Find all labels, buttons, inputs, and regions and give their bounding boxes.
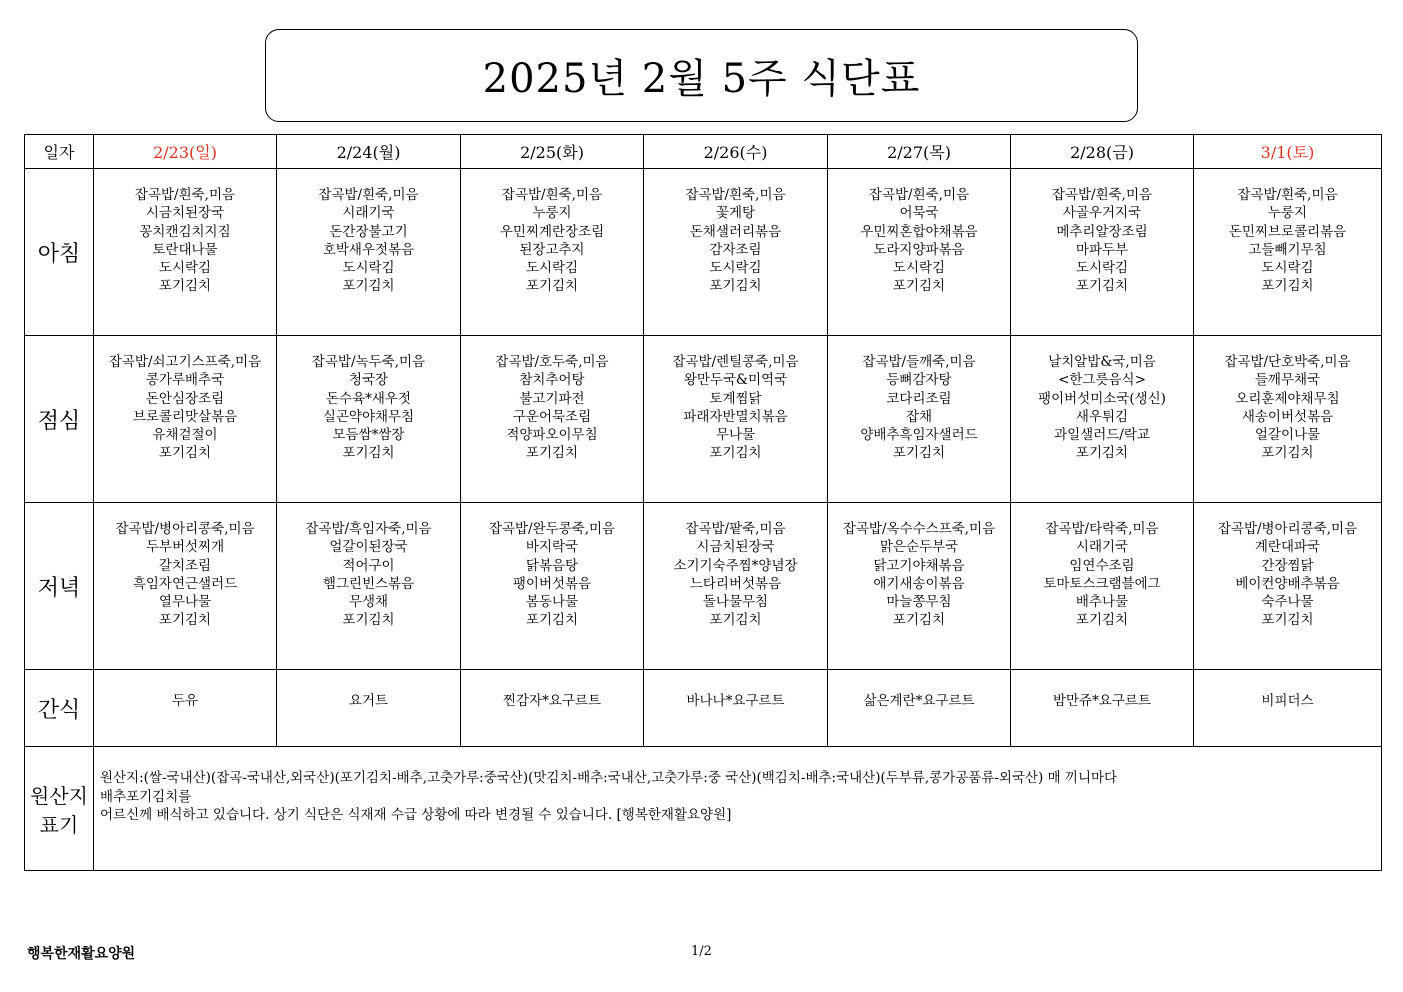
menu-item: 베이컨양배추볶음 xyxy=(1235,575,1340,592)
menu-item: 시래기국 xyxy=(342,205,395,222)
menu-cell xyxy=(94,169,277,336)
menu-item: 계란대파국 xyxy=(1254,539,1321,556)
menu-item: 유채겉절이 xyxy=(152,427,218,444)
date-header-cell: 3/1(토) xyxy=(1194,135,1382,169)
menu-item: 도시락김 xyxy=(1261,260,1314,277)
menu-item: 잡곡밥/단호박죽,미음 xyxy=(1224,354,1351,370)
menu-item: 날치알밥&국,미음 xyxy=(1048,354,1156,370)
menu-item: 도시락김 xyxy=(525,260,579,277)
menu-item: 고들빼기무침 xyxy=(1248,241,1327,258)
menu-item: 돈간장불고기 xyxy=(329,223,408,240)
menu-item: 오리훈제야채무침 xyxy=(1235,390,1340,407)
menu-item: 도시락김 xyxy=(342,260,395,277)
menu-item: 새송이버섯볶음 xyxy=(1241,408,1334,425)
menu-item: 양배추흑임자샐러드 xyxy=(860,427,978,444)
date-header-cell: 2/28(금) xyxy=(1011,135,1194,169)
menu-item: 포기김치 xyxy=(1261,278,1314,295)
menu-item: 잡곡밥/병아리콩죽,미음 xyxy=(1217,521,1358,537)
menu-cell xyxy=(1011,169,1194,336)
lunch-label: 점심 xyxy=(25,336,94,503)
menu-item: 불고기파전 xyxy=(519,390,585,407)
breakfast-label: 아침 xyxy=(25,169,94,336)
menu-item: 얼갈이된장국 xyxy=(329,539,408,556)
menu-item: 돈채샐러리볶음 xyxy=(689,223,782,240)
menu-item: 햄그린빈스볶음 xyxy=(322,575,415,592)
menu-cell xyxy=(644,169,828,336)
menu-item: 사골우거지국 xyxy=(1062,205,1142,222)
menu-item: 돈민찌브로콜리볶음 xyxy=(1228,223,1347,240)
menu-item: 포기김치 xyxy=(1075,278,1129,295)
menu-item: 포기김치 xyxy=(709,278,762,295)
menu-cell xyxy=(277,336,461,503)
menu-item: 배추나물 xyxy=(1075,594,1129,611)
menu-item: 잡곡밥/렌틸콩죽,미음 xyxy=(672,354,799,370)
menu-item: 잡곡밥/쇠고기스프죽,미음 xyxy=(108,354,262,370)
menu-cell xyxy=(1194,169,1382,336)
menu-item: 돌나물무침 xyxy=(702,594,769,611)
menu-item: 우민찌계란장조림 xyxy=(499,223,605,240)
menu-cell xyxy=(1194,503,1382,670)
menu-item: 포기김치 xyxy=(342,612,395,629)
origin-line: 배추포기김치를 xyxy=(100,788,192,805)
menu-item: 열무나물 xyxy=(158,594,212,611)
menu-item: 코다리조림 xyxy=(886,390,952,407)
menu-item: 봄동나물 xyxy=(525,594,579,611)
menu-item: 잡곡밥/흰죽,미음 xyxy=(685,187,786,203)
menu-item: 포기김치 xyxy=(525,278,579,295)
menu-item: 갈치조림 xyxy=(158,557,212,574)
menu-item: 적양파오이무침 xyxy=(506,427,598,444)
menu-item: 들깨무채국 xyxy=(1254,372,1321,389)
menu-cell xyxy=(94,503,277,670)
menu-cell xyxy=(1194,336,1382,503)
menu-item: 시금치된장국 xyxy=(696,539,775,556)
menu-cell xyxy=(461,169,644,336)
menu-item: 누룽지 xyxy=(532,205,572,222)
menu-item: 포기김치 xyxy=(892,278,946,295)
menu-item: 꽃게탕 xyxy=(715,205,756,222)
menu-item: 잡곡밥/옥수수스프죽,미음 xyxy=(842,521,996,537)
menu-item: 잡곡밥/타락죽,미음 xyxy=(1045,521,1159,537)
menu-item: 흑임자연근샐러드 xyxy=(132,575,238,592)
menu-item: 호박새우젓볶음 xyxy=(322,241,415,258)
origin-row xyxy=(25,747,1382,871)
menu-item: 잡곡밥/흰죽,미음 xyxy=(868,187,970,203)
snack-row xyxy=(25,670,1382,747)
menu-item: 도시락김 xyxy=(892,260,946,277)
menu-item: 브로콜리맛살볶음 xyxy=(132,408,238,425)
origin-label: 원산지 표기 xyxy=(25,747,94,871)
origin-text xyxy=(94,747,1382,871)
menu-item: 무나물 xyxy=(715,427,756,444)
menu-item: 잡곡밥/병아리콩죽,미음 xyxy=(115,521,255,537)
menu-item: 맑은순두부국 xyxy=(879,539,959,556)
snack-cell: 두유 xyxy=(94,670,277,747)
menu-item: 닭고기야채볶음 xyxy=(873,557,965,574)
menu-item: 포기김치 xyxy=(158,612,212,629)
date-header-cell: 2/26(수) xyxy=(644,135,828,169)
snack-label: 간식 xyxy=(25,670,94,747)
menu-cell xyxy=(461,336,644,503)
menu-item: 어묵국 xyxy=(899,205,939,222)
menu-cell xyxy=(94,336,277,503)
menu-item: 도라지양파볶음 xyxy=(873,241,965,258)
menu-item: 포기김치 xyxy=(892,612,946,629)
snack-cell: 삶은계란*요구르트 xyxy=(828,670,1011,747)
menu-item: 잡곡밥/흰죽,미음 xyxy=(501,187,603,203)
menu-item: 포기김치 xyxy=(1075,445,1129,462)
menu-item: 도시락김 xyxy=(1075,260,1129,277)
snack-cell: 요거트 xyxy=(277,670,461,747)
menu-item: 적어구이 xyxy=(342,557,395,574)
menu-cell xyxy=(277,169,461,336)
page-title: 2025년 2월 5주 식단표 xyxy=(482,56,921,102)
menu-item: 구운어묵조림 xyxy=(512,408,592,425)
date-header-row xyxy=(25,135,1382,169)
menu-item: 토계찜닭 xyxy=(709,390,762,407)
snack-cell: 비피더스 xyxy=(1194,670,1382,747)
title-box xyxy=(265,29,1138,122)
menu-item: 두부버섯찌개 xyxy=(145,539,225,556)
menu-item: 바지락국 xyxy=(525,539,579,556)
menu-item: 청국장 xyxy=(348,372,389,389)
menu-item: <한그릇음식> xyxy=(1058,372,1146,389)
origin-line: 어르신께 배식하고 있습니다. 상기 식단은 식재재 수급 상황에 따라 변경될 수 있습니다. [행복한재활요양원] xyxy=(100,807,732,823)
menu-item: 잡곡밥/녹두죽,미음 xyxy=(311,354,426,370)
menu-item: 무생채 xyxy=(348,594,389,611)
menu-cell xyxy=(828,503,1011,670)
menu-cell xyxy=(828,336,1011,503)
menu-item: 누룽지 xyxy=(1267,205,1308,222)
menu-item: 숙주나물 xyxy=(1261,594,1314,611)
menu-item: 파래자반멸치볶음 xyxy=(683,408,788,425)
menu-item: 도시락김 xyxy=(709,260,762,277)
menu-item: 포기김치 xyxy=(1261,612,1314,629)
menu-item: 포기김치 xyxy=(342,278,395,295)
menu-item: 잡곡밥/완두콩죽,미음 xyxy=(488,521,616,537)
menu-item: 애기새송이볶음 xyxy=(873,575,965,592)
menu-item: 팽이버섯미소국(생신) xyxy=(1038,390,1166,407)
menu-item: 포기김치 xyxy=(342,445,395,462)
menu-item: 잡곡밥/흰죽,미음 xyxy=(134,187,236,203)
menu-item: 포기김치 xyxy=(1075,612,1129,629)
menu-item: 메추리알장조림 xyxy=(1056,223,1148,240)
menu-item: 참치추어탕 xyxy=(519,372,585,389)
snack-cell: 찐감자*요구르트 xyxy=(461,670,644,747)
menu-item: 임연수조림 xyxy=(1069,557,1135,574)
breakfast-row xyxy=(25,169,1382,336)
menu-item: 꽁치캔김치지짐 xyxy=(139,223,231,240)
dinner-row xyxy=(25,503,1382,670)
meal-plan-table xyxy=(24,134,1382,871)
menu-item: 간장찜닭 xyxy=(1261,557,1314,574)
menu-item: 마늘쫑무침 xyxy=(886,594,952,611)
date-header-cell: 2/27(목) xyxy=(828,135,1011,169)
menu-item: 시금치된장국 xyxy=(145,205,225,222)
snack-cell: 바나나*요구르트 xyxy=(644,670,828,747)
date-header-cell: 2/24(월) xyxy=(277,135,461,169)
menu-item: 잡곡밥/흑임자죽,미음 xyxy=(305,521,432,537)
menu-cell xyxy=(828,169,1011,336)
menu-item: 과일샐러드/락교 xyxy=(1054,427,1150,444)
footer-org-name: 행복한재활요양원 xyxy=(27,946,136,962)
menu-item: 잡곡밥/흰죽,미음 xyxy=(1237,187,1338,203)
menu-item: 왕만두국&미역국 xyxy=(683,372,788,389)
date-column-label: 일자 xyxy=(25,135,94,169)
menu-item: 모듬쌈*쌈장 xyxy=(332,427,405,444)
menu-item: 소기기숙주찜*양념장 xyxy=(673,557,798,574)
menu-item: 도시락김 xyxy=(158,260,212,277)
menu-item: 토마토스크램블에그 xyxy=(1043,575,1161,592)
menu-item: 잡곡밥/호두죽,미음 xyxy=(495,354,609,370)
menu-cell xyxy=(1011,503,1194,670)
menu-item: 닭볶음탕 xyxy=(525,557,579,574)
menu-cell xyxy=(644,503,828,670)
menu-item: 포기김치 xyxy=(709,612,762,629)
menu-item: 잡곡밥/팥죽,미음 xyxy=(685,521,786,537)
menu-item: 잡곡밥/들깨죽,미음 xyxy=(862,354,976,370)
menu-item: 얼갈이나물 xyxy=(1254,427,1321,444)
menu-item: 포기김치 xyxy=(525,612,579,629)
page-number: 1/2 xyxy=(691,944,712,959)
lunch-row xyxy=(25,336,1382,503)
date-header-cell: 2/23(일) xyxy=(94,135,277,169)
menu-item: 잡곡밥/흰죽,미음 xyxy=(1051,187,1153,203)
menu-cell xyxy=(461,503,644,670)
menu-cell xyxy=(644,336,828,503)
menu-item: 된장고추지 xyxy=(519,241,585,258)
menu-cell xyxy=(1011,336,1194,503)
menu-item: 잡곡밥/흰죽,미음 xyxy=(318,187,419,203)
menu-item: 마파두부 xyxy=(1075,241,1129,258)
menu-item: 돈수육*새우젓 xyxy=(326,390,411,407)
snack-cell: 밤만쥬*요구르트 xyxy=(1011,670,1194,747)
dinner-label: 저녁 xyxy=(25,503,94,670)
menu-item: 돈안심장조림 xyxy=(145,390,225,407)
menu-cell xyxy=(277,503,461,670)
menu-item: 포기김치 xyxy=(709,445,762,462)
menu-item: 새우튀김 xyxy=(1075,408,1129,425)
menu-item: 토란대나물 xyxy=(152,241,218,258)
menu-item: 포기김치 xyxy=(158,445,212,462)
menu-item: 포기김치 xyxy=(1261,445,1314,462)
menu-item: 포기김치 xyxy=(158,278,212,295)
menu-item: 콩가루배추국 xyxy=(145,372,225,389)
menu-item: 시래기국 xyxy=(1075,539,1129,556)
menu-item: 느타리버섯볶음 xyxy=(689,575,782,592)
menu-item: 잡채 xyxy=(905,408,933,425)
menu-item: 등뼈감자탕 xyxy=(886,372,952,389)
menu-item: 실곤약야채무침 xyxy=(322,408,415,425)
menu-item: 감자조림 xyxy=(709,241,762,258)
origin-line: 원산지:(쌀-국내산)(잡곡-국내산,외국산)(포기김치-배추,고춧가루:중국산)(맛김치-배추:국내산,고춧가루:중 국산)(백김치-배추:국내산)(두부류,콩가공품류-외국산) 매 끼니마다 xyxy=(100,770,1118,786)
menu-item: 팽이버섯볶음 xyxy=(512,575,592,592)
menu-item: 포기김치 xyxy=(892,445,946,462)
menu-item: 포기김치 xyxy=(525,445,579,462)
date-header-cell: 2/25(화) xyxy=(461,135,644,169)
menu-item: 우민찌혼합야채볶음 xyxy=(860,223,978,240)
